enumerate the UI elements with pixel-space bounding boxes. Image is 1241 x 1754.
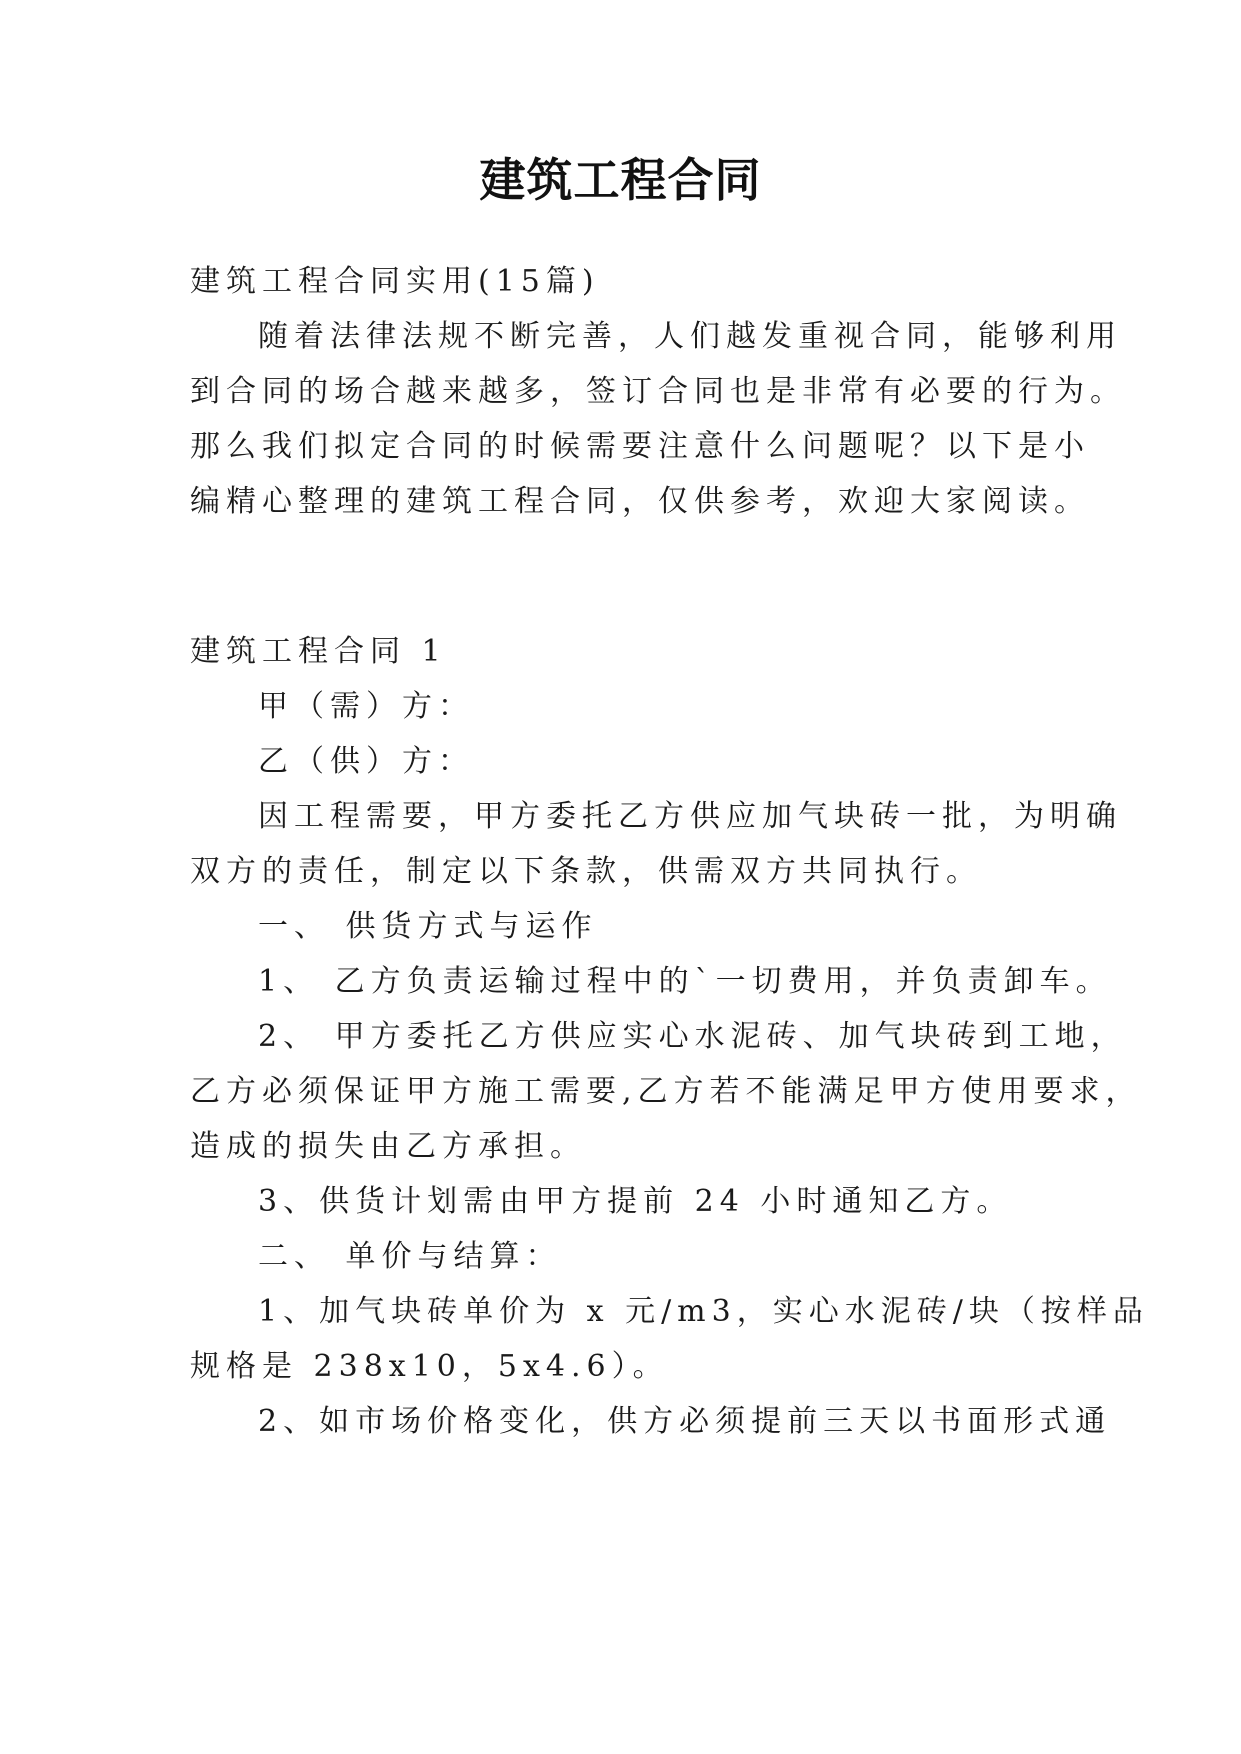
clause-line: 1、加气块砖单价为 x 元/m3，实心水泥砖/块（按样品 (258, 1294, 1149, 1329)
subtitle-line: 建筑工程合同实用(15篇) (190, 264, 600, 299)
document-title: 建筑工程合同 (479, 153, 762, 207)
clause-line: 造成的损失由乙方承担。 (190, 1129, 586, 1164)
clause-heading: 二、 单价与结算： (258, 1239, 562, 1274)
clause-line: 规格是 238x10，5x4.6）。 (190, 1349, 669, 1384)
intro-line: 那么我们拟定合同的时候需要注意什么问题呢？以下是小 (190, 429, 1090, 464)
clause-line: 乙方必须保证甲方施工需要,乙方若不能满足甲方使用要求， (190, 1074, 1142, 1109)
intro-line: 到合同的场合越来越多，签订合同也是非常有必要的行为。 (190, 374, 1126, 409)
party-b-line: 乙（供）方： (258, 744, 474, 779)
clause-line: 3、供货计划需由甲方提前 24 小时通知乙方。 (258, 1184, 1013, 1219)
section-heading: 建筑工程合同 1 (190, 634, 447, 669)
clause-heading: 一、 供货方式与运作 (258, 909, 598, 944)
clause-line: 2、如市场价格变化，供方必须提前三天以书面形式通 (258, 1404, 1112, 1439)
clause-line: 2、 甲方委托乙方供应实心水泥砖、加气块砖到工地， (258, 1019, 1127, 1054)
body-line: 因工程需要，甲方委托乙方供应加气块砖一批，为明确 (258, 799, 1122, 834)
intro-line: 随着法律法规不断完善，人们越发重视合同，能够利用 (258, 319, 1122, 354)
intro-line: 编精心整理的建筑工程合同，仅供参考，欢迎大家阅读。 (190, 484, 1090, 519)
party-a-line: 甲（需）方： (258, 689, 474, 724)
body-line: 双方的责任，制定以下条款，供需双方共同执行。 (190, 854, 982, 889)
clause-line: 1、 乙方负责运输过程中的`一切费用，并负责卸车。 (258, 964, 1112, 999)
